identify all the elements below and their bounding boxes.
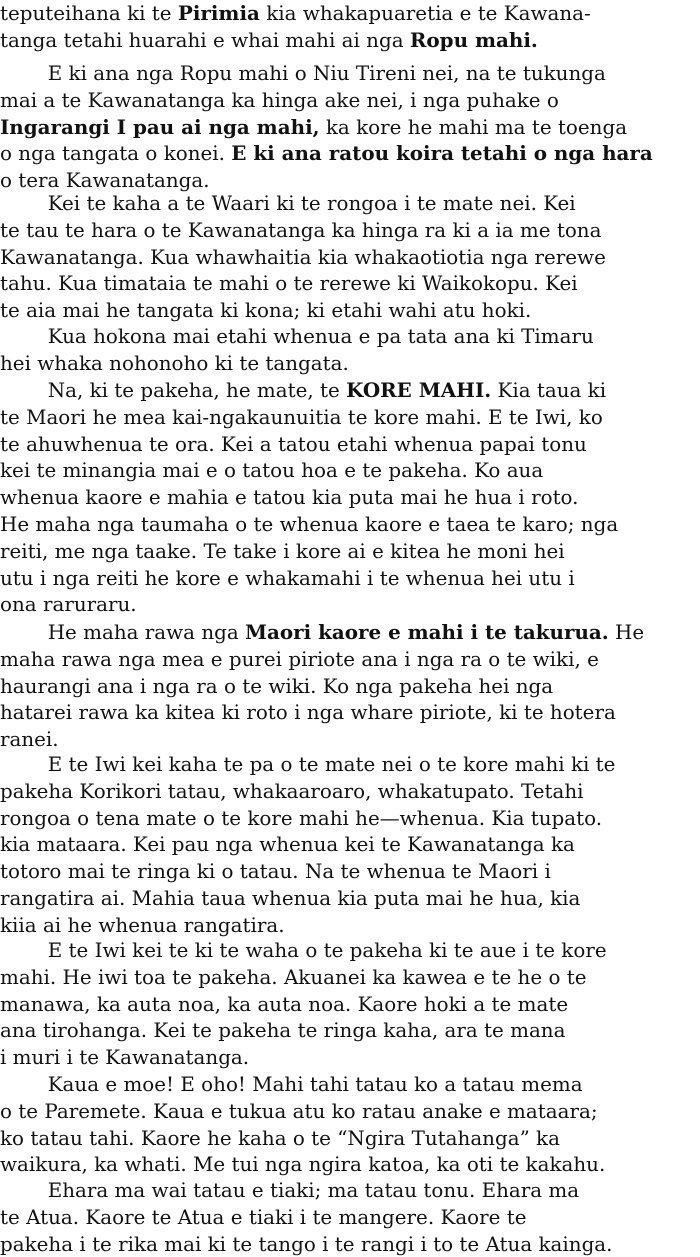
text-run: Kaua e moe! E oho! Mahi tahi tatau ko a tatau mema (47, 1072, 583, 1096)
text-run: Kei te kaha a te Waari ki te rongoa i te mate nei. Kei (47, 191, 576, 215)
paragraph-1 (0, 0, 700, 54)
text-line (0, 565, 696, 592)
text-run: ana tirohanga. Kei te pakeha te ringa kaha, ara te mana (0, 1018, 566, 1043)
text-line (0, 114, 696, 141)
text-line (0, 190, 696, 217)
text-line (0, 297, 696, 324)
paragraph-10 (0, 1177, 700, 1257)
bold-phrase: Ingarangi I pau ai nga mahi, (0, 114, 320, 139)
text-line (0, 1044, 696, 1071)
text-line (0, 404, 696, 431)
text-line (0, 1017, 696, 1044)
text-line (0, 244, 696, 271)
text-run: He (608, 620, 645, 644)
text-line (0, 538, 696, 565)
text-run: Ehara ma wai tatau e tiaki; ma tatau tonu. Ehara ma (47, 1178, 580, 1202)
text-run: tahu. Kua timataia te mahi o te rerewe ki Waikokopu. Kei (0, 271, 578, 296)
bold-phrase: Pirimia (177, 1, 260, 25)
text-line (0, 87, 696, 114)
text-line (0, 591, 696, 618)
text-line (0, 217, 696, 244)
text-line (0, 778, 696, 805)
text-line (0, 805, 696, 832)
text-line (0, 699, 696, 726)
text-run: E te Iwi kei kaha te pa o te mate nei o te kore mahi ki te (47, 752, 616, 776)
text-line (0, 350, 696, 377)
text-run: manawa, ka auta noa, ka auta noa. Kaore hoki a te mate (0, 991, 569, 1016)
text-line (0, 1071, 696, 1098)
text-run: kia mataara. Kei pau nga whenua kei te Kawanatanga ka (0, 832, 575, 857)
text-run: tanga tetahi huarahi e whai mahi ai nga (0, 27, 410, 52)
text-run: haurangi ana i nga ra o te wiki. Ko nga pakeha hei nga (0, 673, 554, 698)
text-run: te aia mai he tangata ki kona; ki etahi wahi atu hoki. (0, 298, 532, 323)
text-line (0, 751, 696, 778)
text-run: hatarei rawa ka kitea ki roto i nga whare piriote, ki te hotera (0, 700, 616, 725)
text-line (0, 1098, 696, 1125)
text-line (0, 270, 696, 297)
text-line (0, 457, 696, 484)
text-line (0, 1125, 696, 1152)
bold-phrase: E ki ana ratou koira tetahi o nga hara (231, 141, 653, 166)
text-run: o nga tangata o konei. (0, 141, 232, 166)
text-run: E te Iwi kei te ki te waha o te pakeha ki te aue i te kore (47, 938, 607, 962)
text-run: teputeihana ki te (0, 1, 178, 25)
text-run: maha rawa nga mea e purei piriote ana i nga ra o te wiki, e (0, 646, 599, 671)
text-line (0, 831, 696, 858)
paragraph-2 (0, 60, 700, 194)
paragraph-4 (0, 323, 700, 377)
text-run: i muri i te Kawanatanga. (0, 1045, 250, 1070)
paragraph-3 (0, 190, 700, 324)
paragraph-7 (0, 751, 700, 939)
text-run: He maha nga taumaha o te whenua kaore e taea te karo; nga (0, 511, 619, 536)
bold-phrase: Ropu mahi. (409, 27, 538, 52)
text-line (0, 726, 696, 753)
text-run: whenua kaore e mahia e tatou kia puta mai he hua i roto. (0, 485, 579, 510)
text-run: te tau te hara o te Kawanatanga ka hinga ra ki a ia me tona (0, 217, 602, 242)
text-run: He maha rawa nga (47, 620, 246, 644)
text-run: rongoa o tena mate o te kore mahi he—whenua. Kia tupato. (0, 805, 603, 830)
text-line (0, 912, 696, 939)
text-run: reiti, me nga taake. Te take i kore ai e kitea he moni hei (0, 538, 565, 563)
text-line (0, 140, 696, 167)
text-line (0, 377, 696, 404)
text-run: kiia ai he whenua rangatira. (0, 912, 285, 937)
text-line (0, 60, 696, 87)
text-run: o te Paremete. Kaua e tukua atu ko ratau anake e mataara; (0, 1098, 598, 1123)
text-line (0, 885, 696, 912)
text-run: kia whakapuaretia e te Kawana- (259, 1, 591, 25)
text-run: kei te minangia mai e o tatou hoa e te pakeha. Ko aua (0, 458, 544, 483)
bold-phrase: KORE MAHI. (346, 378, 492, 402)
text-run: totoro mai te ringa ki o tatau. Na te whenua te Maori i (0, 859, 551, 884)
text-run: mai a te Kawanatanga ka hinga ake nei, i nga puhake o (0, 87, 559, 112)
text-line (0, 646, 696, 673)
text-run: pakeha i te rika mai ki te tango i te rangi i to te Atua kainga. (0, 1231, 613, 1256)
paragraph-9 (0, 1071, 700, 1178)
text-run: te Atua. Kaore te Atua e tiaki i te mangere. Kaore te (0, 1204, 527, 1229)
text-line (0, 964, 696, 991)
text-line (0, 1231, 696, 1257)
text-run: utu i nga reiti he kore e whakamahi i te whenua hei utu i (0, 565, 575, 590)
paragraph-6 (0, 619, 700, 753)
bold-phrase: Maori kaore e mahi i te takurua. (245, 620, 609, 644)
text-line (0, 431, 696, 458)
text-line (0, 1204, 696, 1231)
text-run: te ahuwhenua te ora. Kei a tatou etahi whenua papai tonu (0, 431, 587, 456)
text-line (0, 991, 696, 1018)
text-run: Kia taua ki (491, 378, 607, 402)
text-run: waikura, ka whati. Me tui nga ngira katoa, ka oti te kakahu. (0, 1152, 606, 1177)
text-line (0, 937, 696, 964)
paragraph-8 (0, 937, 700, 1071)
text-run: ranei. (0, 727, 59, 752)
text-line (0, 27, 696, 54)
text-line (0, 673, 696, 700)
text-line (0, 0, 696, 27)
text-line (0, 484, 696, 511)
text-run: te Maori he mea kai-ngakaunuitia te kore mahi. E te Iwi, ko (0, 404, 603, 429)
text-run: Kua hokona mai etahi whenua e pa tata ana ki Timaru (47, 324, 594, 348)
text-line (0, 511, 696, 538)
text-run: o tera Kawanatanga. (0, 168, 210, 193)
text-run: mahi. He iwi toa te pakeha. Akuanei ka kawea e te he o te (0, 964, 587, 989)
text-run: ka kore he mahi ma te toenga (319, 114, 628, 139)
text-line (0, 323, 696, 350)
paragraph-5 (0, 377, 700, 618)
text-line (0, 1151, 696, 1178)
text-run: Na, ki te pakeha, he mate, te (47, 378, 347, 402)
text-run: ona raruraru. (0, 592, 137, 617)
text-run: pakeha Korikori tatau, whakaaroaro, whakatupato. Tetahi (0, 778, 584, 803)
text-run: rangatira ai. Mahia taua whenua kia puta mai he hua, kia (0, 885, 581, 910)
text-line (0, 858, 696, 885)
text-run: Kawanatanga. Kua whawhaitia kia whakaotiotia nga rerewe (0, 244, 606, 269)
text-run: hei whaka nohonoho ki te tangata. (0, 350, 349, 375)
text-run: ko tatau tahi. Kaore he kaha o te “Ngira Tutahanga” ka (0, 1125, 560, 1150)
text-line (0, 1177, 696, 1204)
text-run: E ki ana nga Ropu mahi o Niu Tireni nei, na te tukunga (47, 61, 606, 85)
text-line (0, 619, 696, 646)
